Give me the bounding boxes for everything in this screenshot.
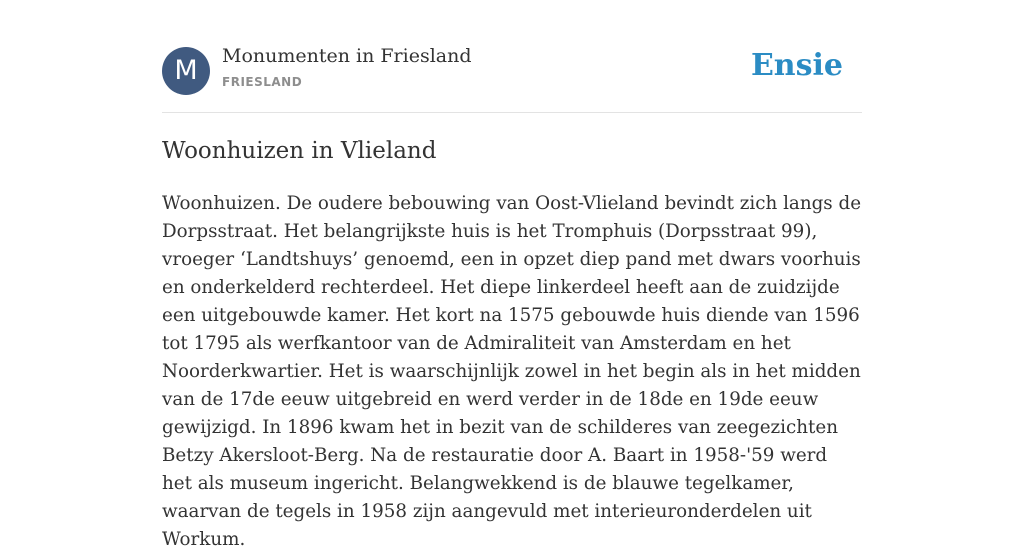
article-title: Woonhuizen in Vlieland — [162, 138, 437, 164]
definition-card — [162, 0, 862, 550]
source-name-link[interactable]: Monumenten in Friesland — [222, 45, 472, 67]
source-avatar[interactable]: M — [162, 47, 210, 95]
article-body: Woonhuizen. De oudere bebouwing van Oost-Vlieland bevindt zich langs de Dorpsstraat. Het belangrijkste huis is het Tromphuis (Dorpsstraat 99), vroeger ‘Landtshuys’ genoemd, een in opzet diep pand met dwars voorhuis en onderkelderd rechterdeel. Het diepe linkerdeel heeft aan de zuidzijde een uitgebouwde kamer. Het kort na 1575 gebouwde huis diende van 1596 tot 1795 als werfkantoor van de Admiraliteit van Amsterdam en het Noorderkwartier. Het is waarschijnlijk zowel in het begin als in het midden van de 17de eeuw uitgebreid en werd verder in de 18de en 19de eeuw gewijzigd. In 1896 kwam het in bezit van de schilderes van zeegezichten Betzy Akersloot-Berg. Na de restauratie door A. Baart in 1958-'59 werd het als museum ingericht. Belangwekkend is de blauwe tegelkamer, waarvan de tegels in 1958 zijn aangevuld met interieuronderdelen uit Workum. — [162, 193, 862, 550]
card-header — [162, 0, 862, 113]
ensie-logo[interactable]: Ensie — [750, 48, 843, 83]
source-region: FRIESLAND — [222, 75, 303, 89]
